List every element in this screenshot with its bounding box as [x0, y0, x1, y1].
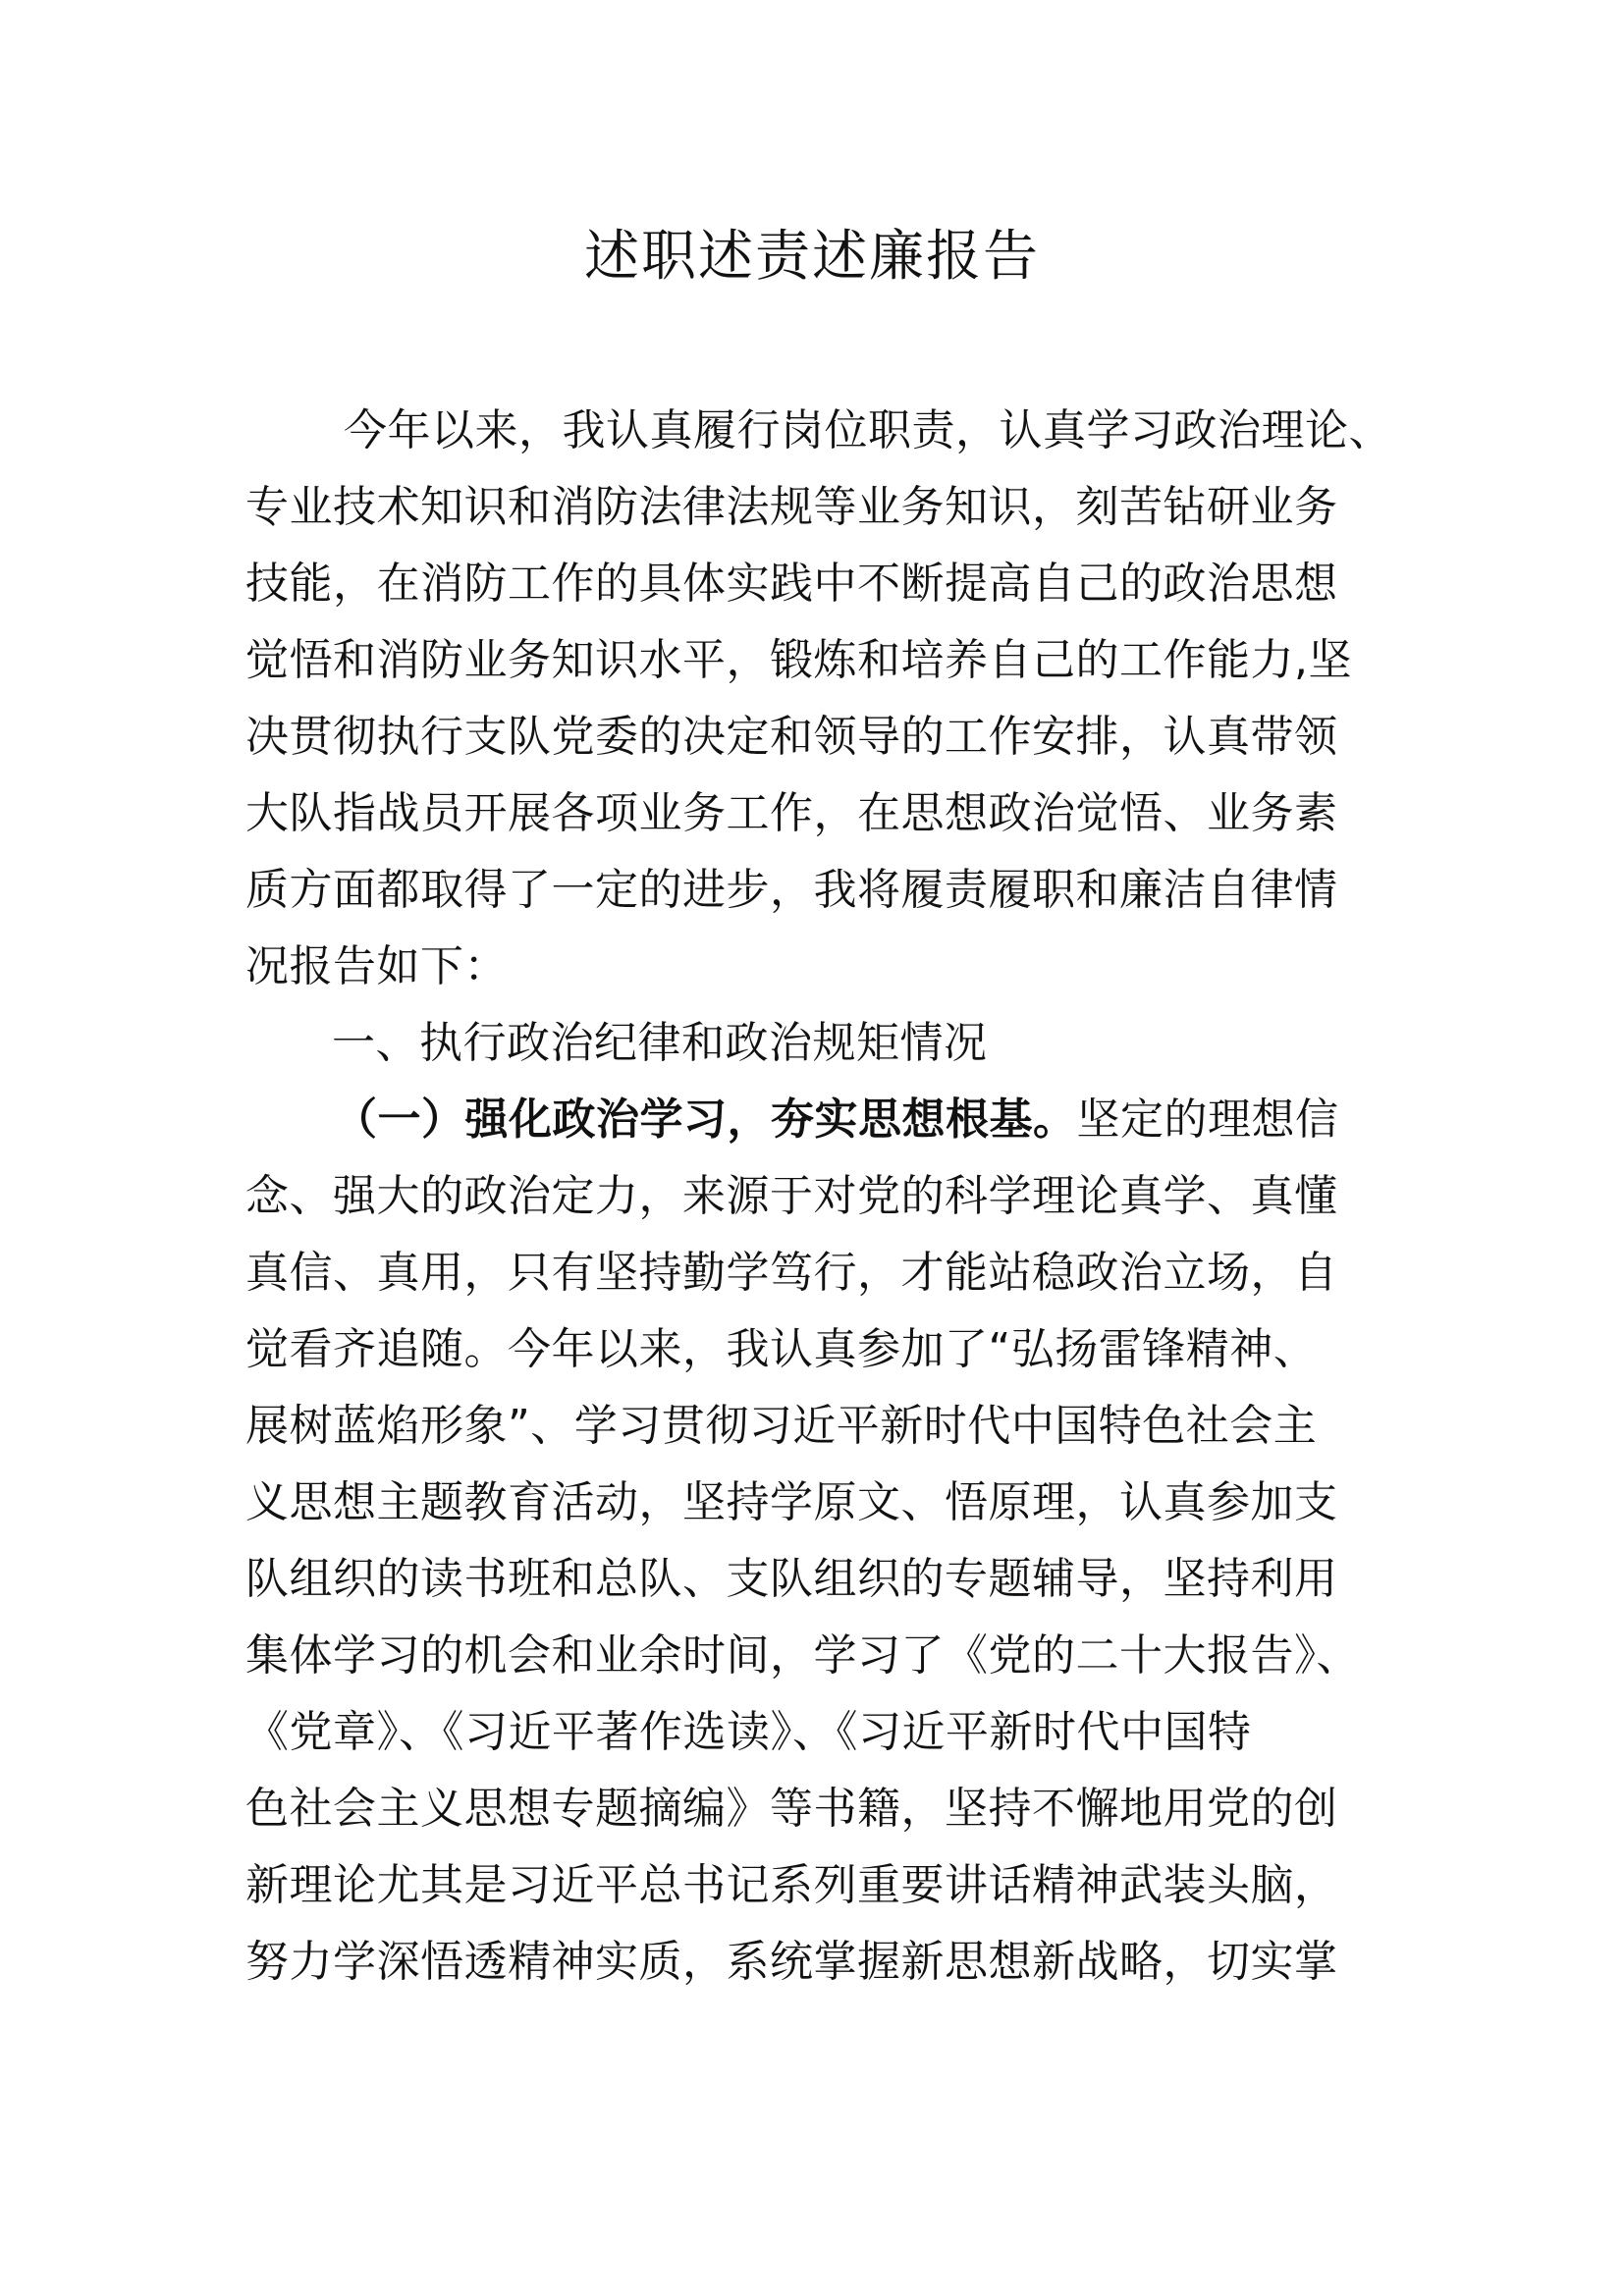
- paragraph-line: 觉悟和消防业务知识水平，锻炼和培养自己的工作能力,坚: [245, 635, 1352, 685]
- paragraph-line: 念、强大的政治定力，来源于对党的科学理论真学、真懂: [245, 1171, 1338, 1221]
- paragraph-line: 队组织的读书班和总队、支队组织的专题辅导，坚持利用: [245, 1554, 1338, 1604]
- document-body: [245, 393, 1394, 2001]
- paragraph-line: 专业技术知识和消防法律法规等业务知识，刻苦钻研业务: [245, 482, 1338, 532]
- paragraph-line: 质方面都取得了一定的进步，我将履责履职和廉洁自律情: [245, 865, 1338, 915]
- paragraph-line: 技能，在消防工作的具体实践中不断提高自己的政治思想: [245, 559, 1338, 609]
- paragraph-line: 真信、真用，只有坚持勤学笃行，才能站稳政治立场，自: [245, 1248, 1338, 1298]
- paragraph-line: 集体学习的机会和业余时间，学习了《党的二十大报告》、: [245, 1630, 1360, 1681]
- paragraph-line: 义思想主题教育活动，坚持学原文、悟原理，认真参加支: [245, 1477, 1338, 1527]
- paragraph-line: 大队指战员开展各项业务工作，在思想政治觉悟、业务素: [245, 788, 1338, 838]
- subsection-text: 坚定的理想信: [1076, 1095, 1339, 1145]
- paragraph-line: 决贯彻执行支队党委的决定和领导的工作安排，认真带领: [245, 712, 1338, 762]
- paragraph-line: 展树蓝焰形象”、学习贯彻习近平新时代中国特色社会主: [245, 1401, 1318, 1451]
- paragraph-line: 《党章》、《习近平著作选读》、《习近平新时代中国特: [245, 1707, 1252, 1757]
- paragraph-line: 努力学深悟透精神实质，系统掌握新思想新战略，切实掌: [245, 1937, 1338, 1987]
- paragraph-line: 觉看齐追随。今年以来，我认真参加了“弘扬雷锋精神、: [245, 1324, 1318, 1374]
- subsection-heading: （一）强化政治学习，夯实思想根基。: [334, 1095, 1077, 1145]
- paragraph-line: 况报告如下：: [245, 941, 508, 991]
- section-heading: 一、执行政治纪律和政治规矩情况: [332, 1018, 988, 1068]
- paragraph-line: 新理论尤其是习近平总书记系列重要讲话精神武装头脑，: [245, 1860, 1338, 1910]
- paragraph-line: 今年以来，我认真履行岗位职责，认真学习政治理论、: [344, 405, 1392, 455]
- subsection-line: [245, 1082, 1394, 1158]
- document-title: 述职述责述廉报告: [584, 225, 1040, 289]
- paragraph-line: 色社会主义思想专题摘编》等书籍，坚持不懈地用党的创: [245, 1784, 1338, 1834]
